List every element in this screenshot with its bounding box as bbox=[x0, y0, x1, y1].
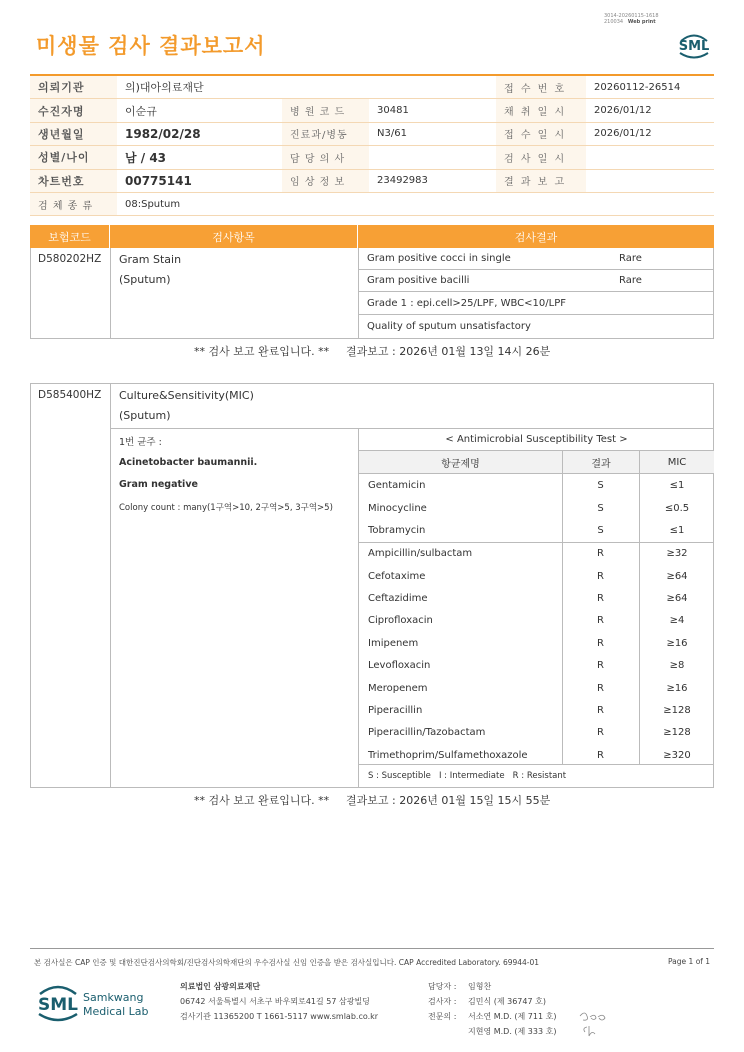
ast-row bbox=[359, 655, 715, 678]
gram-result-row: Gram positive bacilli Rare bbox=[359, 270, 714, 292]
ast-row bbox=[359, 632, 715, 655]
ast-row bbox=[359, 497, 715, 520]
ast-row bbox=[359, 610, 715, 633]
ast-drug: Cefotaxime bbox=[368, 570, 426, 582]
ast-drug: Piperacillin bbox=[368, 705, 423, 717]
gram-stain-section bbox=[30, 248, 714, 339]
ast-row bbox=[359, 587, 715, 610]
ast-mic: ≥16 bbox=[666, 637, 688, 649]
ast-mic: ≥128 bbox=[663, 727, 691, 739]
culture-item: Culture&Sensitivity(MIC) bbox=[119, 389, 254, 402]
tester-name: 김민식 (제 36747 호) bbox=[468, 997, 546, 1006]
ast-drug: Meropenem bbox=[368, 682, 428, 694]
gram-item-sub: (Sputum) bbox=[119, 273, 171, 286]
ast-result: R bbox=[597, 660, 604, 672]
colony-count: Colony count : many(1구역>10, 2구역>5, 3구역>5) bbox=[119, 503, 333, 513]
ast-col-header bbox=[359, 451, 714, 474]
ast-mic: ≥64 bbox=[666, 593, 688, 605]
ast-result: R bbox=[597, 705, 604, 717]
ast-result: R bbox=[597, 749, 604, 761]
receive-date: 2026/01/12 bbox=[594, 128, 652, 140]
org-contact: 검사기관 11365200 T 1661-5117 www.smlab.co.kr bbox=[180, 1012, 379, 1021]
request-org-label: 의뢰기관 bbox=[30, 76, 117, 98]
dob-label: 생년월일 bbox=[30, 123, 117, 145]
ast-mic: ≥16 bbox=[666, 682, 688, 694]
culture-item-sub: (Sputum) bbox=[119, 409, 171, 422]
page-number: Page 1 of 1 bbox=[668, 957, 711, 966]
dept-label: 진료과/병동 bbox=[282, 123, 369, 145]
ast-mic: ≥8 bbox=[669, 660, 685, 672]
gram-item: Gram Stain bbox=[119, 253, 182, 266]
hospital-code-label: 병 원 코 드 bbox=[282, 99, 369, 121]
gram-done-text: ** 검사 보고 완료입니다. ** bbox=[194, 345, 330, 358]
collect-date-label: 채 취 일 시 bbox=[496, 99, 586, 121]
report-label: 결 과 보 고 bbox=[496, 170, 586, 192]
specimen-label: 검 체 종 류 bbox=[30, 193, 117, 215]
signature-icon bbox=[577, 1008, 611, 1040]
ast-result: R bbox=[597, 615, 604, 627]
ast-result: S bbox=[597, 502, 604, 514]
ast-result: R bbox=[597, 548, 604, 560]
print-label: Web print bbox=[627, 19, 656, 25]
ast-drug: Piperacillin/Tazobactam bbox=[368, 727, 486, 739]
patient-label: 수진자명 bbox=[30, 99, 117, 121]
chart-no: 00775141 bbox=[125, 173, 192, 188]
specialist-1: 서소연 M.D. (제 711 호) bbox=[468, 1012, 557, 1021]
ast-drug: Tobramycin bbox=[368, 525, 426, 537]
ast-row bbox=[359, 699, 715, 722]
doctor-label: 담 당 의 사 bbox=[282, 146, 369, 168]
ast-table bbox=[359, 429, 714, 787]
ast-result: S bbox=[597, 525, 604, 537]
ast-drug: Minocycline bbox=[368, 502, 427, 514]
ast-mic: ≥32 bbox=[666, 548, 688, 560]
patient-name: 이순규 bbox=[125, 104, 157, 118]
ast-col-result: 결과 bbox=[562, 451, 639, 473]
sml-logo-icon bbox=[675, 28, 713, 62]
ast-col-drug: 항균제명 bbox=[441, 458, 480, 470]
report-title: 미생물 검사 결과보고서 bbox=[36, 34, 266, 58]
print-code: 3014-20260115-1618 bbox=[604, 13, 659, 19]
ast-row bbox=[359, 565, 715, 588]
clinical-info: 23492983 bbox=[377, 175, 428, 187]
logo-text: SML bbox=[678, 39, 710, 54]
ast-drug: Trimethoprim/Sulfamethoxazole bbox=[368, 749, 528, 761]
samkwang-logo-icon bbox=[36, 980, 156, 1026]
ast-legend: S : Susceptible I : Intermediate R : Resistant bbox=[359, 764, 714, 787]
footer-divider bbox=[30, 948, 714, 949]
footer-logo-mark: SML bbox=[38, 995, 78, 1015]
ast-drug: Ampicillin/sulbactam bbox=[368, 548, 473, 560]
test-date-label: 검 사 일 시 bbox=[496, 146, 586, 168]
ast-mic: ≥4 bbox=[669, 615, 685, 627]
ast-result: R bbox=[597, 682, 604, 694]
manager-name: 임형찬 bbox=[468, 982, 492, 991]
col-code: 보험코드 bbox=[30, 225, 110, 248]
dob: 1982/02/28 bbox=[125, 126, 201, 141]
print-sub: 210034 bbox=[604, 19, 624, 25]
hospital-code: 30481 bbox=[377, 105, 409, 117]
ast-mic: ≥320 bbox=[663, 749, 691, 761]
ast-drug: Imipenem bbox=[368, 637, 419, 649]
gram-result-row: Grade 1 : epi.cell>25/LPF, WBC<10/LPF bbox=[359, 292, 714, 315]
organism-name: Acinetobacter baumannii. bbox=[119, 457, 258, 468]
receipt-no-label: 접 수 번 호 bbox=[496, 76, 586, 98]
gram-code: D580202HZ bbox=[38, 253, 102, 265]
ast-drug: Levofloxacin bbox=[368, 660, 431, 672]
col-result: 검사결과 bbox=[514, 230, 558, 244]
ast-mic: ≤1 bbox=[669, 525, 685, 537]
patient-info bbox=[30, 74, 714, 216]
org-name: 의료법인 삼광의료재단 bbox=[180, 982, 261, 991]
request-org: 의)대아의료재단 bbox=[125, 81, 204, 95]
ast-row bbox=[359, 543, 715, 566]
ast-title: < Antimicrobial Susceptibility Test > bbox=[359, 429, 714, 451]
ast-drug: Ceftazidime bbox=[368, 593, 428, 605]
ast-mic: ≤0.5 bbox=[664, 502, 690, 514]
specimen: 08:Sputum bbox=[125, 198, 181, 210]
receipt-no: 20260112-26514 bbox=[594, 81, 681, 93]
col-item: 검사항목 bbox=[110, 225, 358, 248]
chart-no-label: 차트번호 bbox=[30, 170, 117, 192]
sex-age-label: 성별/나이 bbox=[30, 146, 117, 168]
ast-row bbox=[359, 519, 715, 542]
ast-result: R bbox=[597, 593, 604, 605]
specialist-label: 전문의 : bbox=[428, 1012, 457, 1021]
ast-col-mic: MIC bbox=[639, 451, 714, 473]
dept: N3/61 bbox=[377, 128, 407, 140]
results-table-header bbox=[30, 225, 714, 248]
ast-row bbox=[359, 475, 715, 498]
ast-drug: Gentamicin bbox=[368, 480, 426, 492]
ast-drug: Ciprofloxacin bbox=[368, 615, 433, 627]
specialist-2: 지현영 M.D. (제 333 호) bbox=[468, 1027, 557, 1036]
ast-result: S bbox=[597, 480, 604, 492]
gram-result-row: Gram positive cocci in single Rare bbox=[359, 248, 714, 270]
organism-no: 1번 균주 : bbox=[119, 437, 162, 448]
cert-text: 본 검사실은 CAP 인증 및 대한진단검사의학회/진단검사의학재단의 우수검사실 신임 인증을 받은 검사실입니다. CAP Accredited Laboratory. 69944-01 bbox=[34, 958, 540, 967]
ast-result: R bbox=[597, 570, 604, 582]
gram-done-time: 결과보고 : 2026년 01월 13일 14시 26분 bbox=[346, 345, 551, 358]
manager-label: 담당자 : bbox=[428, 982, 457, 991]
ast-row bbox=[359, 677, 715, 700]
footer-logo-name2: Medical Lab bbox=[83, 1005, 149, 1018]
culture-done-text: ** 검사 보고 완료입니다. ** bbox=[194, 794, 330, 807]
culture-section bbox=[30, 383, 714, 788]
receive-date-label: 접 수 일 시 bbox=[496, 123, 586, 145]
clinical-label: 임 상 정 보 bbox=[282, 170, 369, 192]
sex-age: 남 / 43 bbox=[125, 150, 167, 165]
culture-done-time: 결과보고 : 2026년 01월 15일 15시 55분 bbox=[346, 794, 551, 807]
org-address: 06742 서울특별시 서초구 바우뫼로41길 57 삼광빌딩 bbox=[180, 997, 370, 1006]
gram-result-row: Quality of sputum unsatisfactory bbox=[367, 321, 531, 332]
ast-mic: ≥128 bbox=[663, 705, 691, 717]
print-id bbox=[604, 13, 659, 25]
organism-gram: Gram negative bbox=[119, 479, 198, 490]
ast-mic: ≤1 bbox=[669, 480, 685, 492]
culture-code: D585400HZ bbox=[38, 389, 102, 401]
footer-logo-name1: Samkwang bbox=[83, 991, 144, 1004]
tester-label: 검사자 : bbox=[428, 997, 457, 1006]
ast-result: R bbox=[597, 637, 604, 649]
ast-mic: ≥64 bbox=[666, 570, 688, 582]
ast-result: R bbox=[597, 727, 604, 739]
collect-date: 2026/01/12 bbox=[594, 105, 652, 117]
ast-row bbox=[359, 722, 715, 745]
